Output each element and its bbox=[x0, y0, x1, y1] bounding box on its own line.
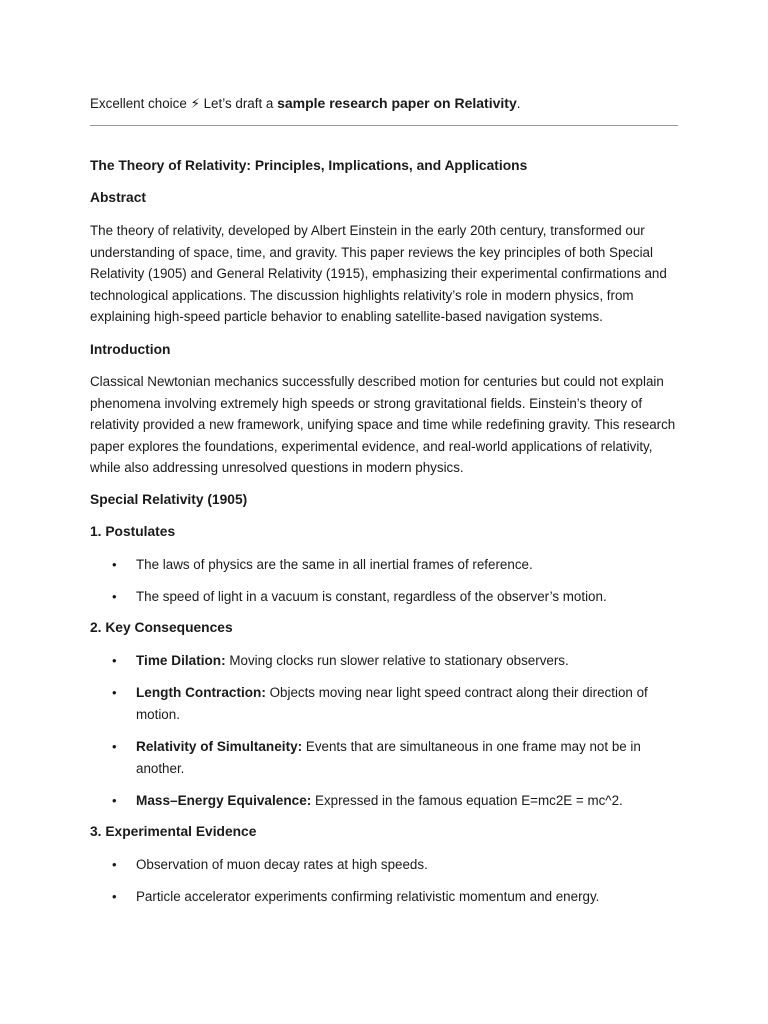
bullet-icon: • bbox=[112, 685, 117, 700]
intro-bold: sample research paper on Relativity bbox=[277, 95, 517, 111]
intro-line bbox=[90, 93, 520, 114]
horizontal-rule bbox=[90, 125, 678, 126]
term-label: Length Contraction: bbox=[136, 685, 266, 700]
list-item bbox=[112, 554, 672, 576]
abstract-heading: Abstract bbox=[90, 190, 146, 205]
bullet-icon: • bbox=[112, 857, 117, 872]
abstract-text: The theory of relativity, developed by Albert Einstein in the early 20th century, transformed our understanding of space, time, and gravity. This paper reviews the key principles of both Special Relativity (1905) and General Relativity (1915), emphasizing their experimental confirmations and technological applications. The discussion highlights relativity’s role in modern physics, from explaining high-speed particle behavior to enabling satellite-based navigation systems. bbox=[90, 223, 667, 325]
bullet-icon: • bbox=[112, 589, 117, 604]
intro-suffix: . bbox=[516, 96, 521, 111]
list-item bbox=[112, 790, 672, 812]
postulates-heading: 1. Postulates bbox=[90, 524, 176, 539]
evidence-heading: 3. Experimental Evidence bbox=[90, 824, 257, 839]
term-text: Objects moving near light speed contract along their direction of motion. bbox=[136, 685, 648, 722]
consequences-heading: 2. Key Consequences bbox=[90, 620, 233, 635]
introduction-heading: Introduction bbox=[90, 342, 171, 357]
list-item bbox=[112, 854, 672, 876]
list-item bbox=[112, 886, 672, 908]
bullet-icon: • bbox=[112, 793, 117, 808]
term-text: Expressed in the famous equation E=mc2E = mc^2. bbox=[311, 793, 623, 808]
list-item-text: The speed of light in a vacuum is constant, regardless of the observer’s motion. bbox=[136, 589, 607, 604]
term-label: Mass–Energy Equivalence: bbox=[136, 793, 312, 808]
bullet-icon: • bbox=[112, 653, 117, 668]
list-item bbox=[112, 650, 672, 672]
list-item bbox=[112, 682, 672, 725]
bullet-icon: • bbox=[112, 739, 117, 754]
term-text: Moving clocks run slower relative to stationary observers. bbox=[225, 653, 569, 668]
term-label: Relativity of Simultaneity: bbox=[136, 739, 303, 754]
introduction-text: Classical Newtonian mechanics successfully described motion for centuries but could not explain phenomena involving extremely high speeds or strong gravitational fields. Einstein’s theory of relativity provided a new framework, unifying space and time while redefining gravity. This research paper explores the foundations, experimental evidence, and real-world applications of relativity, while also addressing unresolved questions in modern physics. bbox=[90, 374, 676, 476]
list-item bbox=[112, 586, 672, 608]
list-item bbox=[112, 736, 672, 779]
list-item-text: Observation of muon decay rates at high speeds. bbox=[136, 857, 428, 872]
bullet-icon: • bbox=[112, 889, 117, 904]
bullet-icon: • bbox=[112, 557, 117, 572]
list-item-text: The laws of physics are the same in all inertial frames of reference. bbox=[136, 557, 533, 572]
list-item-text: Particle accelerator experiments confirming relativistic momentum and energy. bbox=[136, 889, 600, 904]
intro-prefix: Excellent choice ⚡ Let’s draft a bbox=[90, 96, 278, 111]
term-text: Events that are simultaneous in one frame may not be in another. bbox=[136, 739, 641, 776]
special-relativity-heading: Special Relativity (1905) bbox=[90, 492, 248, 507]
term-label: Time Dilation: bbox=[136, 653, 226, 668]
paper-title: The Theory of Relativity: Principles, Implications, and Applications bbox=[90, 158, 528, 173]
